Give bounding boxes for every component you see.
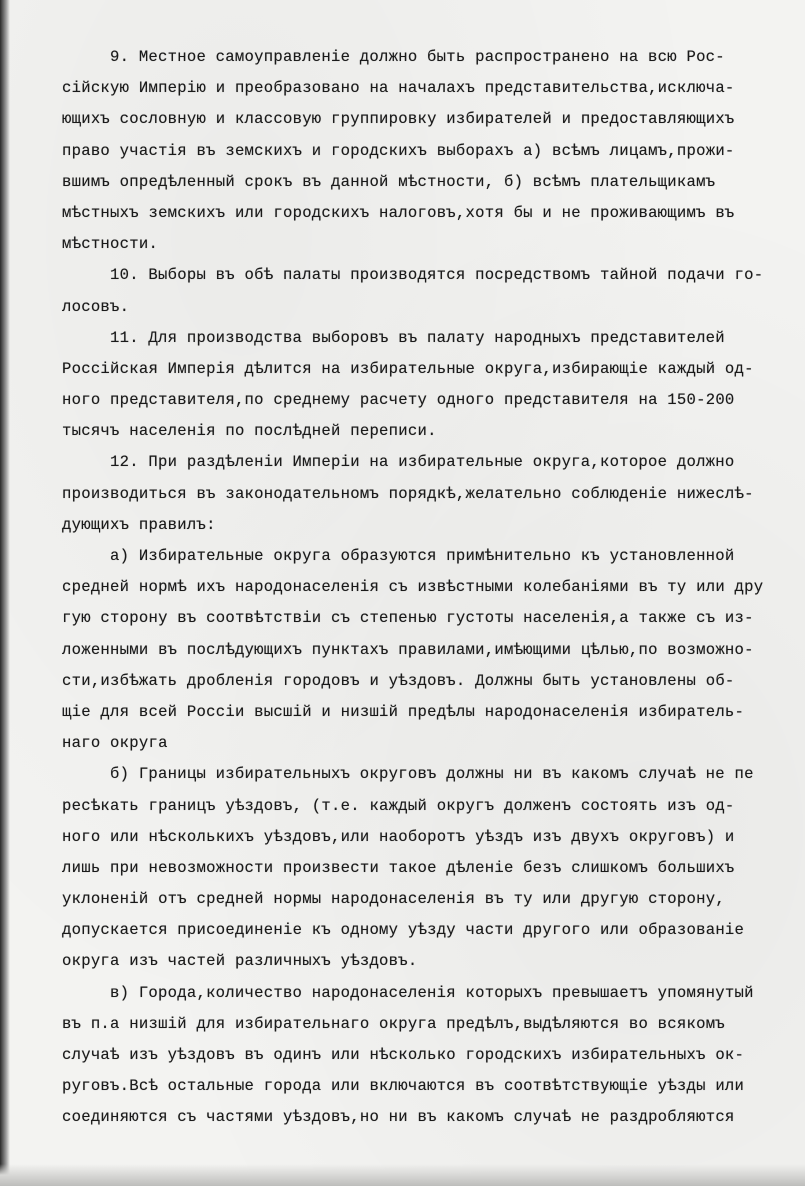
text-line: щіе для всей Россіи высшій и низшій предѣлы народонаселенія избиратель- (62, 702, 745, 721)
text-line: сти,избѣжать дробленія городовъ и уѣздовъ. Должны быть установлены об- (62, 671, 735, 690)
typewritten-text (62, 42, 784, 1134)
text-line: руговъ.Всѣ остальные города или включаются въ соотвѣтствующіе уѣзды или (62, 1077, 745, 1096)
text-line: округа изъ частей различныхъ уѣздовъ. (62, 952, 418, 971)
scan-bottom-edge (0, 1164, 805, 1186)
text-line: ного или нѣсколькихъ уѣздовъ,или наоборотъ уѣздъ изъ двухъ округовъ) и (62, 827, 735, 846)
text-line: ресѣкать границъ уѣздовъ, (т.е. каждый округъ долженъ состоять изъ од- (62, 796, 735, 815)
text-line: лишь при невозможности произвести такое дѣленіе безъ слишкомъ большихъ (62, 858, 735, 877)
text-line: а) Избирательные округа образуются примѣнительно къ установленной (110, 547, 735, 565)
text-line: ющихъ сословную и классовую группировку избирателей и предоставляющихъ (62, 110, 735, 129)
text-line: мѣстности. (62, 235, 159, 254)
text-line: тысячъ населенія по послѣдней переписи. (62, 422, 437, 441)
text-line: 10. Выборы въ обѣ палаты производятся посредствомъ тайной подачи го- (110, 266, 764, 285)
text-line: гую сторону въ соотвѣтствіи съ степенью густоты населенія,а также съ из- (62, 609, 754, 628)
text-line: дующихъ правилъ: (62, 515, 216, 534)
text-line: 12. При раздѣленіи Имперіи на избирательные округа,которое должно (110, 453, 735, 472)
text-line: средней нормѣ ихъ народонаселенія съ извѣстными колебаніями въ ту или дру (62, 578, 764, 597)
text-line: б) Границы избирательныхъ округовъ должны ни въ какомъ случаѣ не пе (110, 765, 754, 784)
text-line: право участія въ земскихъ и городскихъ выборахъ а) всѣмъ лицамъ,прожи- (62, 141, 735, 160)
text-line: допускается присоединеніе къ одному уѣзду части другого или образованіе (62, 921, 745, 940)
scan-edge-shadow (0, 0, 10, 1186)
text-line: вшимъ опредѣленный срокъ въ данной мѣстности, б) всѣмъ плательщикамъ (62, 172, 716, 191)
text-line: случаѣ изъ уѣздовъ въ одинъ или нѣсколько городскихъ избирательныхъ ок- (62, 1046, 745, 1064)
text-line: ложенными въ послѣдующихъ пунктахъ правилами,имѣющими цѣлью,по возможно- (62, 640, 754, 659)
text-line: 9. Местное самоуправленіе должно быть распространено на всю Рос- (110, 48, 725, 66)
text-line: наго округа (62, 734, 168, 753)
text-line: в) Города,количество народонаселенія которыхъ превышаетъ упомянутый (110, 983, 754, 1002)
text-line: мѣстныхъ земскихъ или городскихъ налоговъ,хотя бы и не проживающимъ въ (62, 203, 735, 222)
text-line: ного представителя,по среднему расчету одного представителя на 150-200 (62, 391, 735, 410)
text-line: сійскую Имперію и преобразовано на началахъ представительства,исключа- (62, 79, 735, 98)
text-line: лосовъ. (62, 297, 130, 316)
text-line: производиться въ законодательномъ порядкѣ,желательно соблюденіе нижеслѣ- (62, 484, 754, 503)
text-line: 11. Для производства выборовъ въ палату народныхъ представителей (110, 328, 725, 347)
text-line: соединяются съ частями уѣздовъ,но ни въ какомъ случаѣ не раздробляются (62, 1108, 735, 1127)
text-line: Россійская Имперія дѣлится на избирательные округа,избирающіе каждый од- (62, 359, 754, 378)
text-line: уклоненій отъ средней нормы народонаселенія въ ту или другую сторону, (62, 890, 725, 909)
text-line: въ п.а низшій для избирательнаго округа предѣлъ,выдѣляются во всякомъ (62, 1014, 725, 1033)
